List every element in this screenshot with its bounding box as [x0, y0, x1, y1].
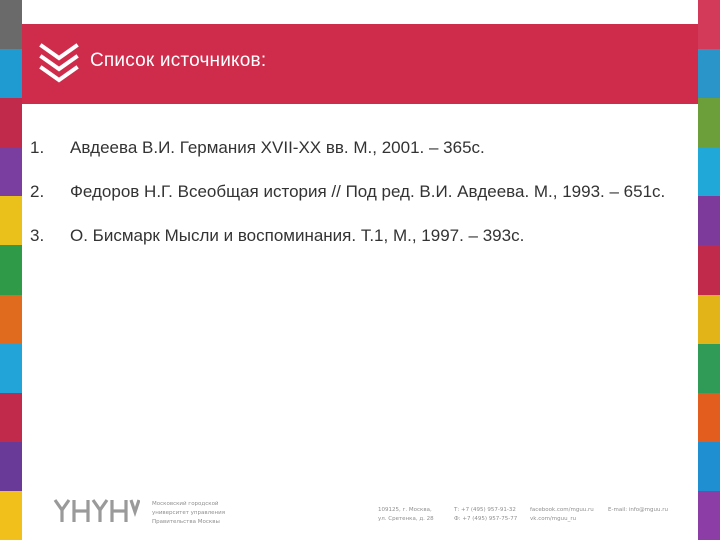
list-item-text: О. Бисмарк Мысли и воспоминания. Т.1, М., 1997. – 393с. [70, 226, 525, 245]
strip-segment [0, 344, 22, 394]
footer-social-links[interactable]: facebook.com/mguu.ru vk.com/mguu_ru [530, 507, 594, 522]
left-color-strip [0, 0, 22, 540]
strip-segment [698, 393, 720, 443]
strip-segment [698, 49, 720, 99]
strip-segment [698, 196, 720, 246]
strip-segment [698, 245, 720, 295]
strip-segment [698, 344, 720, 394]
footer-phones: Т: +7 (495) 957-91-32 Ф: +7 (495) 957-75-77 [454, 507, 518, 522]
strip-segment [0, 0, 22, 50]
strip-segment [0, 393, 22, 443]
slide-header [22, 24, 698, 104]
strip-segment [0, 491, 22, 540]
strip-segment [698, 0, 720, 50]
strip-segment [0, 442, 22, 492]
strip-segment [0, 295, 22, 345]
reference-list [30, 136, 690, 268]
strip-segment [0, 98, 22, 148]
list-item [30, 180, 690, 204]
strip-segment [0, 49, 22, 99]
list-item [30, 224, 690, 248]
footer [22, 488, 698, 540]
strip-segment [698, 147, 720, 197]
strip-segment [698, 442, 720, 492]
list-item-text: Авдеева В.И. Германия XVII-XX вв. М., 2001. – 365с. [70, 138, 485, 157]
page-title: Список источников: [90, 50, 267, 71]
right-color-strip [698, 0, 720, 540]
chevron-logo-icon [38, 42, 80, 88]
list-item-number: 1. [30, 138, 45, 157]
footer-address: 109125, г. Москва, ул. Сретенка, д. 28 [378, 507, 434, 522]
strip-segment [0, 147, 22, 197]
strip-segment [698, 491, 720, 540]
strip-segment [0, 245, 22, 295]
strip-segment [0, 196, 22, 246]
list-item-number: 3. [30, 226, 45, 245]
strip-segment [698, 98, 720, 148]
list-item-text: Федоров Н.Г. Всеобщая история // Под ред. В.И. Авдеева. М., 1993. – 651с. [70, 182, 666, 201]
list-item [30, 136, 690, 160]
list-item-number: 2. [30, 182, 45, 201]
slide [22, 0, 698, 540]
footer-university: Московский городской университет управления Правительства Москвы [152, 501, 226, 525]
footer-email[interactable]: E-mail: info@mguu.ru [608, 507, 668, 513]
university-logo-icon [52, 498, 140, 524]
strip-segment [698, 295, 720, 345]
